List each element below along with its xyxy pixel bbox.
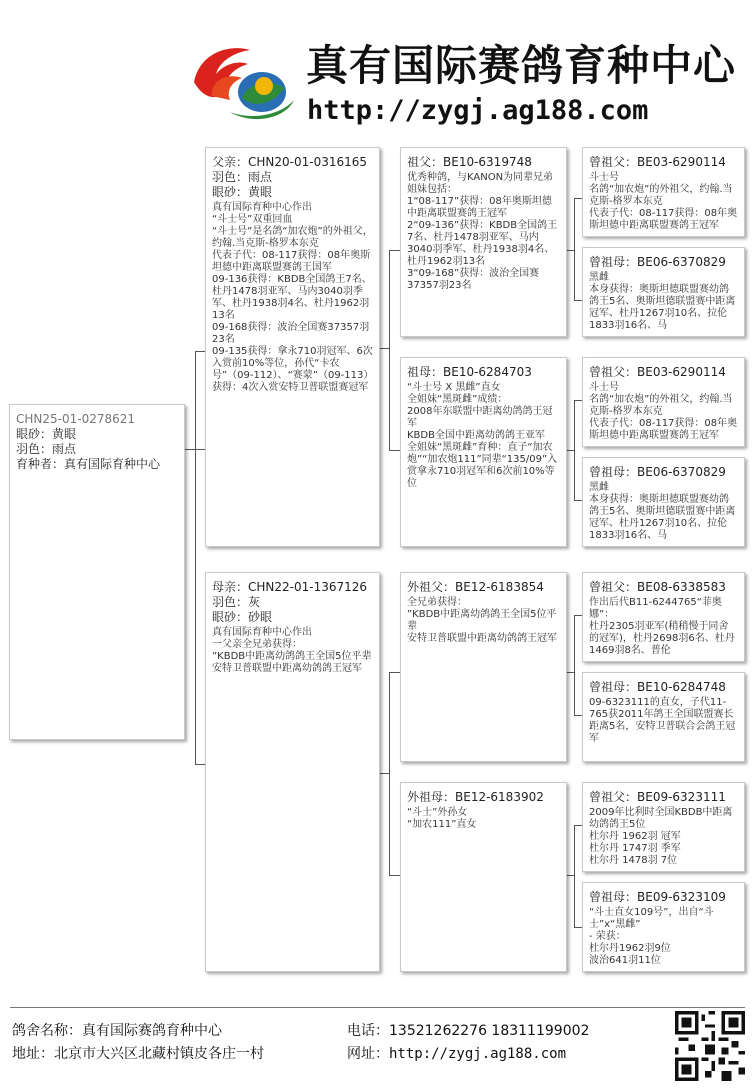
great-grandparent-title: 曾祖母：BE10-6284748: [589, 680, 726, 694]
connector-line: [195, 351, 205, 352]
great-grandparent-desc: 作出后代B11-6244765“菲奥娜”： 杜丹2305羽亚军(稍稍慢于同舍的冠军)，杜丹2698羽6名、杜丹1469羽8名、普伦: [589, 597, 735, 656]
great-grandparent-desc: 斗士号 名鸽“加农炮”的外祖父，约翰.当克斯-格罗本东克 代表子代：08-117获得：08年奥斯坦德中距离联盟赛鸽王冠军: [589, 382, 738, 441]
subject-color: 羽色：雨点: [16, 442, 77, 456]
subject-eye: 眼砂：黄眼: [16, 427, 77, 441]
qr-code-icon: [675, 1011, 745, 1081]
great-grandparent-card: [582, 357, 745, 447]
great-grandparent-desc: 09-6323111的直女，子代11-765获2011年鸽王全国联盟赛长距离5名，安特卫普联合会鸽王冠军: [589, 697, 736, 744]
grandparent-desc: 全兄弟获得： ”KBDB中距离幼鸽鸽王全国5位平辈 安特卫普联盟中距离幼鸽鸽王冠军: [407, 597, 557, 644]
brand-title: 真有国际赛鸽育种中心: [306, 41, 737, 90]
great-grandparent-title: 曾祖父：BE08-6338583: [589, 580, 726, 594]
connector-line: [574, 400, 582, 401]
great-grandparent-desc: “斗士直女109号”，出自“斗士”x“黑雌” - 荣获： 杜尔丹1962羽9位 波治641羽11位: [589, 907, 714, 966]
grandparent-desc: “斗士”外孙女 “加农111”直女: [407, 807, 477, 830]
connector-line: [574, 615, 582, 616]
footer-loft: [12, 1022, 222, 1040]
connector-line: [389, 875, 400, 876]
father-title: 父亲：CHN20-01-0316165: [212, 155, 368, 169]
subject-breeder: 育种者：真有国际育种中心: [16, 457, 161, 471]
connector-line: [389, 450, 400, 451]
connector-line: [574, 400, 575, 500]
great-grandparent-desc: 黑雌 本身获得：奥斯坦德联盟赛幼鸽鸽王5名、奥斯坦德联盟赛中距离冠军、杜丹1267羽10名、拉伦1833羽16名、马: [589, 482, 736, 541]
connector-line: [574, 500, 582, 501]
footer-phone-label: 电话：: [347, 1023, 389, 1039]
great-grandparent-card: [582, 247, 745, 337]
footer-site: [347, 1045, 566, 1063]
connector-line: [389, 250, 400, 251]
grandparent-title: 祖父：BE10-6319748: [407, 155, 532, 169]
footer-address-value: 北京市大兴区北藏村镇皮各庄一村: [54, 1046, 264, 1062]
great-grandparent-title: 曾祖父：BE03-6290114: [589, 155, 726, 169]
mother-card: [205, 572, 380, 972]
footer-address: [12, 1045, 264, 1063]
connector-line: [574, 715, 582, 716]
great-grandparent-desc: 黑雌 本身获得：奥斯坦德联盟赛幼鸽鸽王5名、奥斯坦德联盟赛中距离冠军、杜丹1267羽10名、拉伦1833羽16名、马: [589, 272, 736, 331]
footer-phone-value: 13521262276 18311199002: [389, 1023, 590, 1039]
phoenix-logo-icon: [190, 42, 302, 122]
maternal-grandmother-card: [400, 782, 567, 972]
great-grandparent-title: 曾祖母：BE06-6370829: [589, 255, 726, 269]
grandparent-desc: 优秀种鸽，与KANON为同辈兄弟姐妹包括： 1“08-117”获得：08年奥斯坦德中距离联盟赛鸽王冠军 2“09-136”获得：KBDB全国鸽王7名、杜丹1478羽亚军、马内3040羽季军、杜丹1938羽4名、杜丹1962羽13名 3“09-168”获得：波治全国赛37357羽23名: [407, 172, 558, 291]
paternal-grandmother-card: [400, 357, 567, 547]
great-grandparent-title: 曾祖父：BE03-6290114: [589, 365, 726, 379]
great-grandparent-title: 曾祖母：BE09-6323109: [589, 890, 726, 904]
footer-divider: [10, 1007, 745, 1008]
father-color: 羽色：雨点: [212, 170, 273, 184]
connector-line: [389, 672, 390, 875]
connector-line: [389, 250, 390, 450]
paternal-grandfather-card: [400, 147, 567, 337]
connector-line: [574, 927, 582, 928]
connector-line: [574, 198, 575, 300]
great-grandparent-title: 曾祖父：BE09-6323111: [589, 790, 726, 804]
great-grandparent-card: [582, 782, 745, 872]
connector-line: [567, 250, 574, 251]
grandparent-title: 外祖母：BE12-6183902: [407, 790, 544, 804]
father-card: [205, 147, 380, 547]
grandparent-title: 外祖父：BE12-6183854: [407, 580, 544, 594]
great-grandparent-title: 曾祖母：BE06-6370829: [589, 465, 726, 479]
father-desc: 真有国际育种中心作出 “斗士号”双重回血 “斗士号”是名鸽“加农炮”的外祖父，约翰.当克斯-格罗本东克 代表子代：08-117获得：08年奥斯坦德中距离联盟赛鸽王国军 09-136获得：KBDB全国鸽王7名、杜丹1478羽亚军、马内3040羽季军、杜丹1938羽4名、杜丹1962羽13名 09-168获得：波治全国赛37357羽23名 09-135获得：拿永710羽冠军、6次入赏前10%等位，孙代“卡农号”（09-112）、“赛蒙”（09-113）获得：4次入赏安特卫普联盟赛冠军: [212, 202, 373, 393]
great-grandparent-card: [582, 672, 745, 762]
mother-color: 羽色：灰: [212, 595, 261, 609]
great-grandparent-card: [582, 572, 745, 662]
great-grandparent-card: [582, 882, 745, 972]
connector-line: [567, 672, 574, 673]
brand-url[interactable]: http://zygj.ag188.com: [307, 95, 649, 126]
connector-line: [574, 300, 582, 301]
great-grandparent-desc: 斗士号 名鸽“加农炮”的外祖父，约翰.当克斯-格罗本东克 代表子代：08-117获得：08年奥斯坦德中距离联盟赛鸽王冠军: [589, 172, 738, 231]
connector-line: [574, 198, 582, 199]
connector-line: [389, 672, 400, 673]
connector-line: [567, 875, 574, 876]
footer-phone: [347, 1022, 589, 1040]
footer-site-value[interactable]: http://zygj.ag188.com: [389, 1046, 567, 1062]
mother-eye: 眼砂：砂眼: [212, 610, 273, 624]
connector-line: [195, 764, 205, 765]
connector-line: [567, 450, 574, 451]
footer-loft-label: 鸽舍名称：: [12, 1023, 82, 1039]
connector-line: [574, 615, 575, 715]
subject-card: [9, 404, 185, 740]
connector-line: [574, 825, 582, 826]
maternal-grandfather-card: [400, 572, 567, 762]
footer-loft-value: 真有国际赛鸽育种中心: [82, 1023, 222, 1039]
grandparent-desc: “斗士号 X 黑雌”直女 全姐妹“黑斑雌”成绩： 2008年东联盟中距离幼鸽鸽王冠军 KBDB全国中距离幼鸽鸽王亚军 全姐妹“黑斑雌”育种：直子“加农炮”“加农炮111”同辈“135/09”入赏拿永710羽冠军和6次前10%等位: [407, 382, 558, 489]
connector-line: [195, 351, 196, 764]
subject-ring: CHN25-01-0278621: [16, 412, 136, 426]
mother-title: 母亲：CHN22-01-1367126: [212, 580, 368, 594]
father-eye: 眼砂：黄眼: [212, 185, 273, 199]
great-grandparent-card: [582, 457, 745, 547]
mother-desc: 真有国际育种中心作出 一父亲全兄弟获得： ”KBDB中距离幼鸽鸽王全国5位平辈 安特卫普联盟中距离幼鸽鸽王冠军: [212, 627, 372, 674]
footer-site-label: 网址：: [347, 1046, 389, 1062]
connector-line: [574, 825, 575, 927]
footer-address-label: 地址：: [12, 1046, 54, 1062]
great-grandparent-desc: 2009年比利时全国KBDB中距离幼鸽鸽王5位 杜尔丹 1962羽 冠军 杜尔丹 1747羽 季军 杜尔丹 1478羽 7位: [589, 807, 733, 866]
great-grandparent-card: [582, 147, 745, 237]
grandparent-title: 祖母：BE10-6284703: [407, 365, 532, 379]
